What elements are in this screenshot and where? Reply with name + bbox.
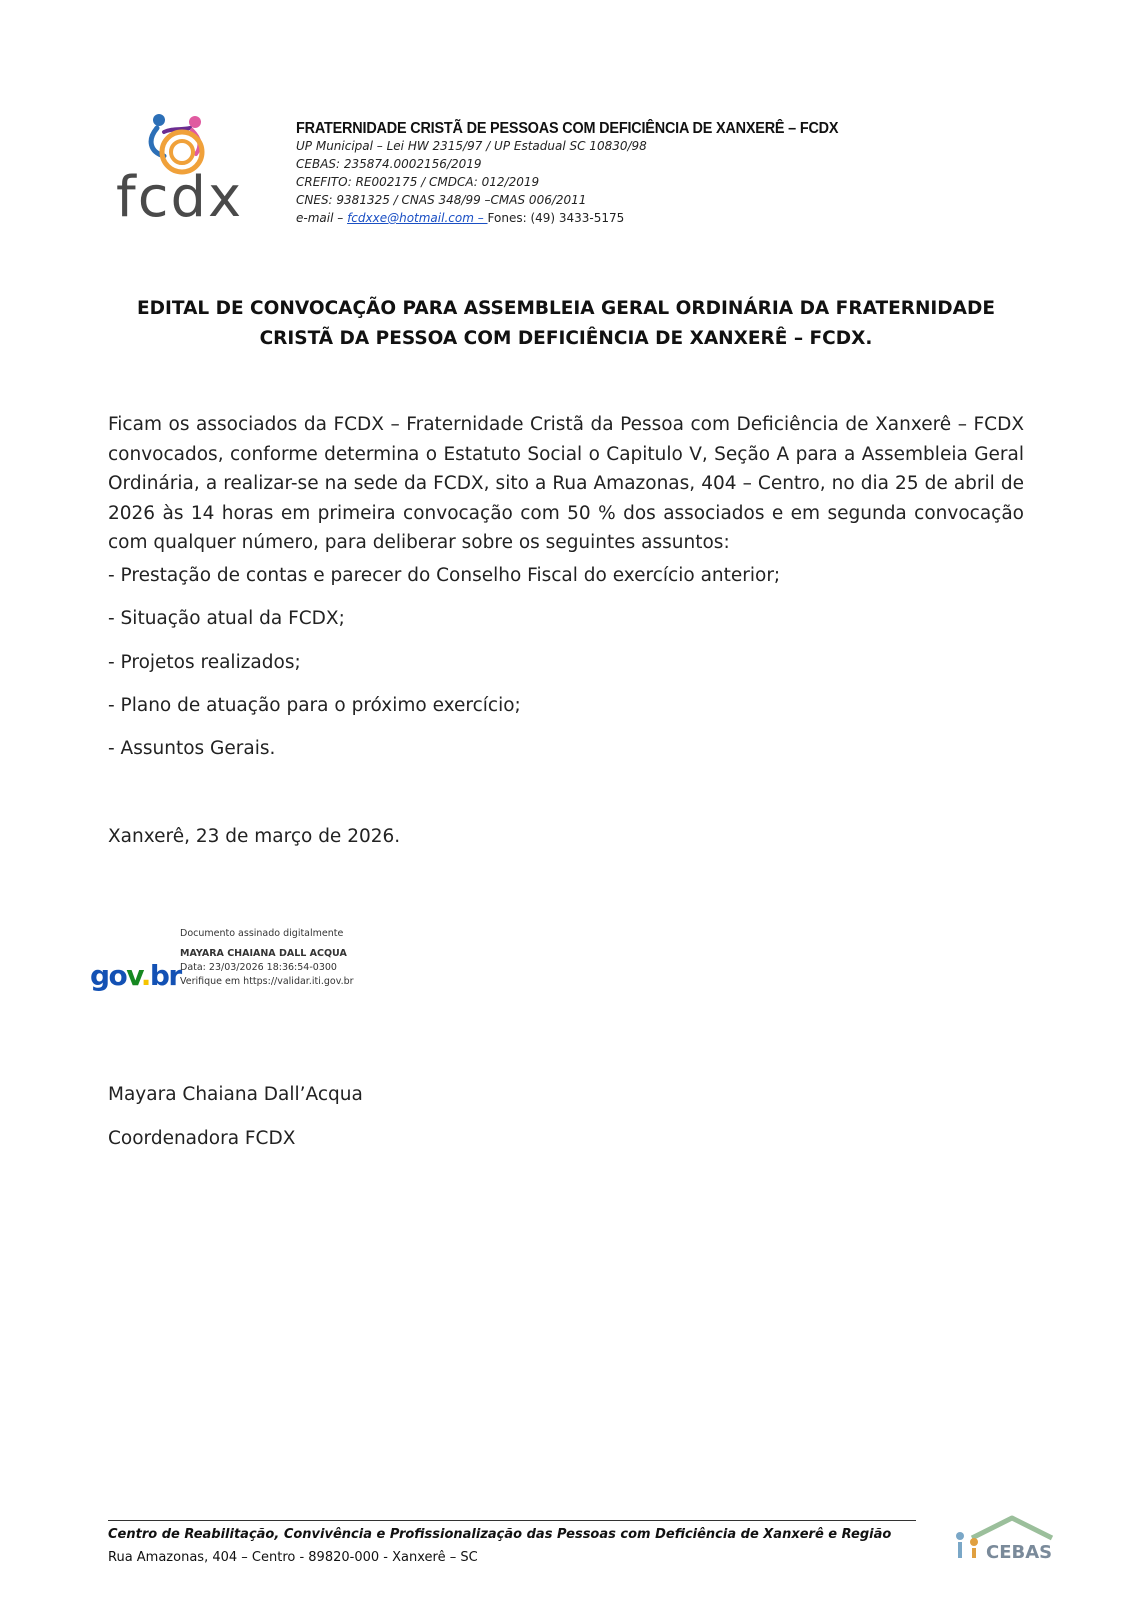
agenda-item: - Situação atual da FCDX; (108, 608, 345, 629)
document-title (108, 294, 1024, 354)
email-prefix: e-mail – (296, 211, 348, 225)
footer-divider (108, 1520, 916, 1521)
footer-address: Rua Amazonas, 404 – Centro - 89820-000 - Xanxerê – SC (108, 1550, 478, 1565)
stamp-signed-digitally: Documento assinado digitalmente (180, 928, 344, 939)
header-contact-line (296, 211, 624, 225)
svg-text:CEBAS: CEBAS (986, 1542, 1053, 1563)
signer-role: Coordenadora FCDX (108, 1128, 296, 1149)
fcdx-logo (112, 110, 282, 228)
stamp-verify: Verifique em https://validar.iti.gov.br (180, 976, 354, 987)
email-link[interactable]: fcdxxe@hotmail.com – (347, 211, 488, 225)
cebas-logo (952, 1516, 1070, 1564)
header-line-cnes: CNES: 9381325 / CNAS 348/99 –CMAS 006/2011 (296, 193, 587, 207)
title-line-2: CRISTÃ DA PESSOA COM DEFICIÊNCIA DE XANXERÊ – FCDX. (259, 328, 873, 349)
header-line-up: UP Municipal – Lei HW 2315/97 / UP Estadual SC 10830/98 (296, 139, 647, 153)
organization-name: FRATERNIDADE CRISTÃ DE PESSOAS COM DEFICIÊNCIA DE XANXERÊ – FCDX (296, 120, 839, 137)
agenda-item: - Prestação de contas e parecer do Conselho Fiscal do exercício anterior; (108, 565, 781, 586)
svg-text:fcdx: fcdx (116, 165, 244, 230)
agenda-item: - Plano de atuação para o próximo exercício; (108, 695, 521, 716)
agenda-item: - Projetos realizados; (108, 652, 301, 673)
header-line-cebas: CEBAS: 235874.0002156/2019 (296, 157, 482, 171)
govbr-logo (90, 955, 181, 995)
convocation-paragraph: Ficam os associados da FCDX – Fraternidade Cristã da Pessoa com Deficiência de Xanxerê – FCDX convocados, conforme determina o Estatuto Social o Capitulo V, Seção A para a Assembleia Geral Ordinária, a realizar-se na sede da FCDX, sito a Rua Amazonas, 404 – Centro, no dia 25 de abril de 2026 às 14 horas em primeira convocação com 50 % dos associados e em segunda convocação com qualquer número, para deliberar sobre os seguintes assuntos: (108, 414, 1024, 553)
stamp-signer: MAYARA CHAIANA DALL ACQUA (180, 948, 347, 959)
svg-text:gov.br: gov.br (90, 959, 181, 992)
svg-text:gov.br: gov.br (90, 955, 94, 956)
phones: Fones: (49) 3433-5175 (487, 211, 625, 225)
date-place: Xanxerê, 23 de março de 2026. (108, 826, 401, 847)
signer-name: Mayara Chaiana Dall’Acqua (108, 1084, 363, 1105)
agenda-item: - Assuntos Gerais. (108, 738, 276, 759)
footer-organization: Centro de Reabilitação, Convivência e Profissionalização das Pessoas com Deficiência de Xanxerê e Região (108, 1527, 892, 1542)
title-line-1: EDITAL DE CONVOCAÇÃO PARA ASSEMBLEIA GERAL ORDINÁRIA DA FRATERNIDADE (137, 298, 995, 319)
header-line-crefito: CREFITO: RE002175 / CMDCA: 012/2019 (296, 175, 540, 189)
stamp-date: Data: 23/03/2026 18:36:54-0300 (180, 962, 337, 973)
